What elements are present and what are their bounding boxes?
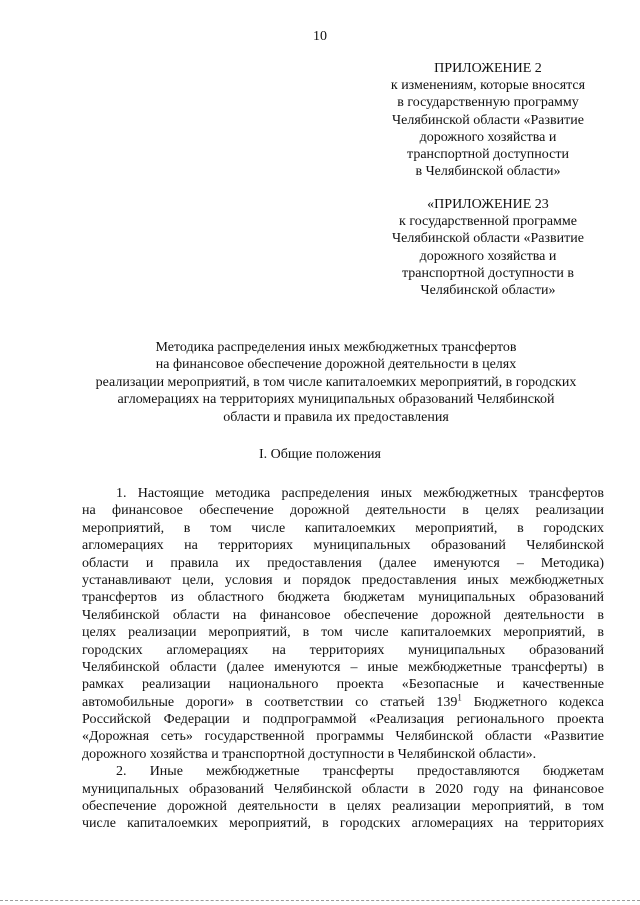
paragraph-1-line bbox=[82, 694, 604, 711]
paragraph-1-line: городских агломерациях на территориях муниципальных образований bbox=[82, 642, 604, 658]
scan-edge-divider bbox=[0, 900, 640, 905]
appendix-23-header bbox=[372, 196, 604, 299]
paragraph-2-line: муниципальных образований Челябинской области в 2020 году на финансовое bbox=[82, 781, 604, 797]
paragraph-1-line: дорожного хозяйства и транспортной доступности в Челябинской области». bbox=[82, 746, 537, 762]
title-line: Методика распределения иных межбюджетных трансфертов bbox=[155, 340, 517, 355]
document-title bbox=[66, 339, 606, 426]
paragraph-1-line: Российской Федерации и подпрограммой «Реализация регионального проекта bbox=[82, 712, 604, 728]
appendix-23-line: транспортной доступности в bbox=[401, 265, 574, 281]
paragraph-1-line: трансфертов из областного бюджета бюджетам муниципальных образований bbox=[82, 590, 604, 606]
page-number: 10 bbox=[313, 29, 327, 44]
appendix-23-line: к государственной программе bbox=[399, 214, 577, 230]
paragraph-1-line: целях реализации мероприятий, в том числе капиталоемких мероприятий, в bbox=[82, 625, 604, 641]
appendix-23-line: Челябинской области «Развитие bbox=[392, 231, 584, 247]
paragraph-1-line: 1. Настоящие методика распределения иных межбюджетных трансфертов bbox=[116, 486, 604, 501]
title-line: реализации мероприятий, в том числе капиталоемких мероприятий, в городских bbox=[95, 374, 577, 390]
paragraph-2-line: числе капиталоемких мероприятий, в городских агломерациях на территориях bbox=[82, 816, 604, 832]
appendix-23-line: дорожного хозяйства и bbox=[419, 248, 557, 264]
appendix-2-line: дорожного хозяйства и bbox=[419, 129, 557, 145]
paragraph-2-line: обеспечение дорожной деятельности в целях реализации мероприятий, в том bbox=[82, 799, 604, 815]
appendix-2-line: в государственную программу bbox=[397, 95, 579, 111]
appendix-2-line: к изменениям, которые вносятся bbox=[390, 78, 586, 94]
appendix-23-line: «ПРИЛОЖЕНИЕ 23 bbox=[427, 197, 549, 212]
line-13-text: Бюджетного кодекса bbox=[461, 694, 604, 710]
title-line: агломерациях на территориях муниципальных образований Челябинской bbox=[117, 392, 555, 408]
appendix-2-line: Челябинской области «Развитие bbox=[392, 112, 584, 128]
appendix-23-line: Челябинской области» bbox=[420, 283, 556, 299]
paragraph-1-line: на финансовое обеспечение дорожной деятельности в целях реализации bbox=[82, 503, 604, 519]
footnote-superscript: 1 bbox=[457, 692, 462, 703]
appendix-2-line: транспортной доступности bbox=[407, 147, 569, 163]
paragraph-1-line: «Дорожная сеть» государственной программы Челябинской области «Развитие bbox=[82, 729, 604, 745]
paragraph-1-line: агломерациях на территориях муниципальных образований Челябинской bbox=[82, 538, 604, 554]
paragraph-1-line: рамках реализации национального проекта «Безопасные и качественные bbox=[82, 677, 604, 693]
title-line: области и правила их предоставления bbox=[223, 409, 449, 425]
appendix-2-line: в Челябинской области» bbox=[415, 164, 561, 180]
line-13-text: автомобильные дороги» в соответствии со статьей 139 bbox=[82, 694, 458, 710]
paragraph-1-line: устанавливают цели, условия и порядок предоставления иных межбюджетных bbox=[82, 572, 604, 588]
paragraph-1-line: Челябинской области на финансовое обеспечение дорожной деятельности в bbox=[82, 607, 604, 623]
paragraph-2-line: 2. Иные межбюджетные трансферты предоставляются бюджетам bbox=[116, 764, 604, 780]
paragraph-1-line: Челябинской области (далее именуются – иные межбюджетные трансферты) в bbox=[82, 659, 604, 675]
paragraph-1-line: области и правила их предоставления (далее именуются – Методика) bbox=[82, 555, 604, 571]
title-line: на финансовое обеспечение дорожной деятельности в целях bbox=[155, 357, 517, 373]
body-text bbox=[82, 485, 604, 833]
paragraph-1-line: мероприятий, в том числе капиталоемких мероприятий, в городских bbox=[82, 520, 604, 536]
appendix-2-line: ПРИЛОЖЕНИЕ 2 bbox=[434, 61, 542, 76]
section-heading: I. Общие положения bbox=[259, 447, 381, 462]
appendix-2-header bbox=[372, 60, 604, 180]
